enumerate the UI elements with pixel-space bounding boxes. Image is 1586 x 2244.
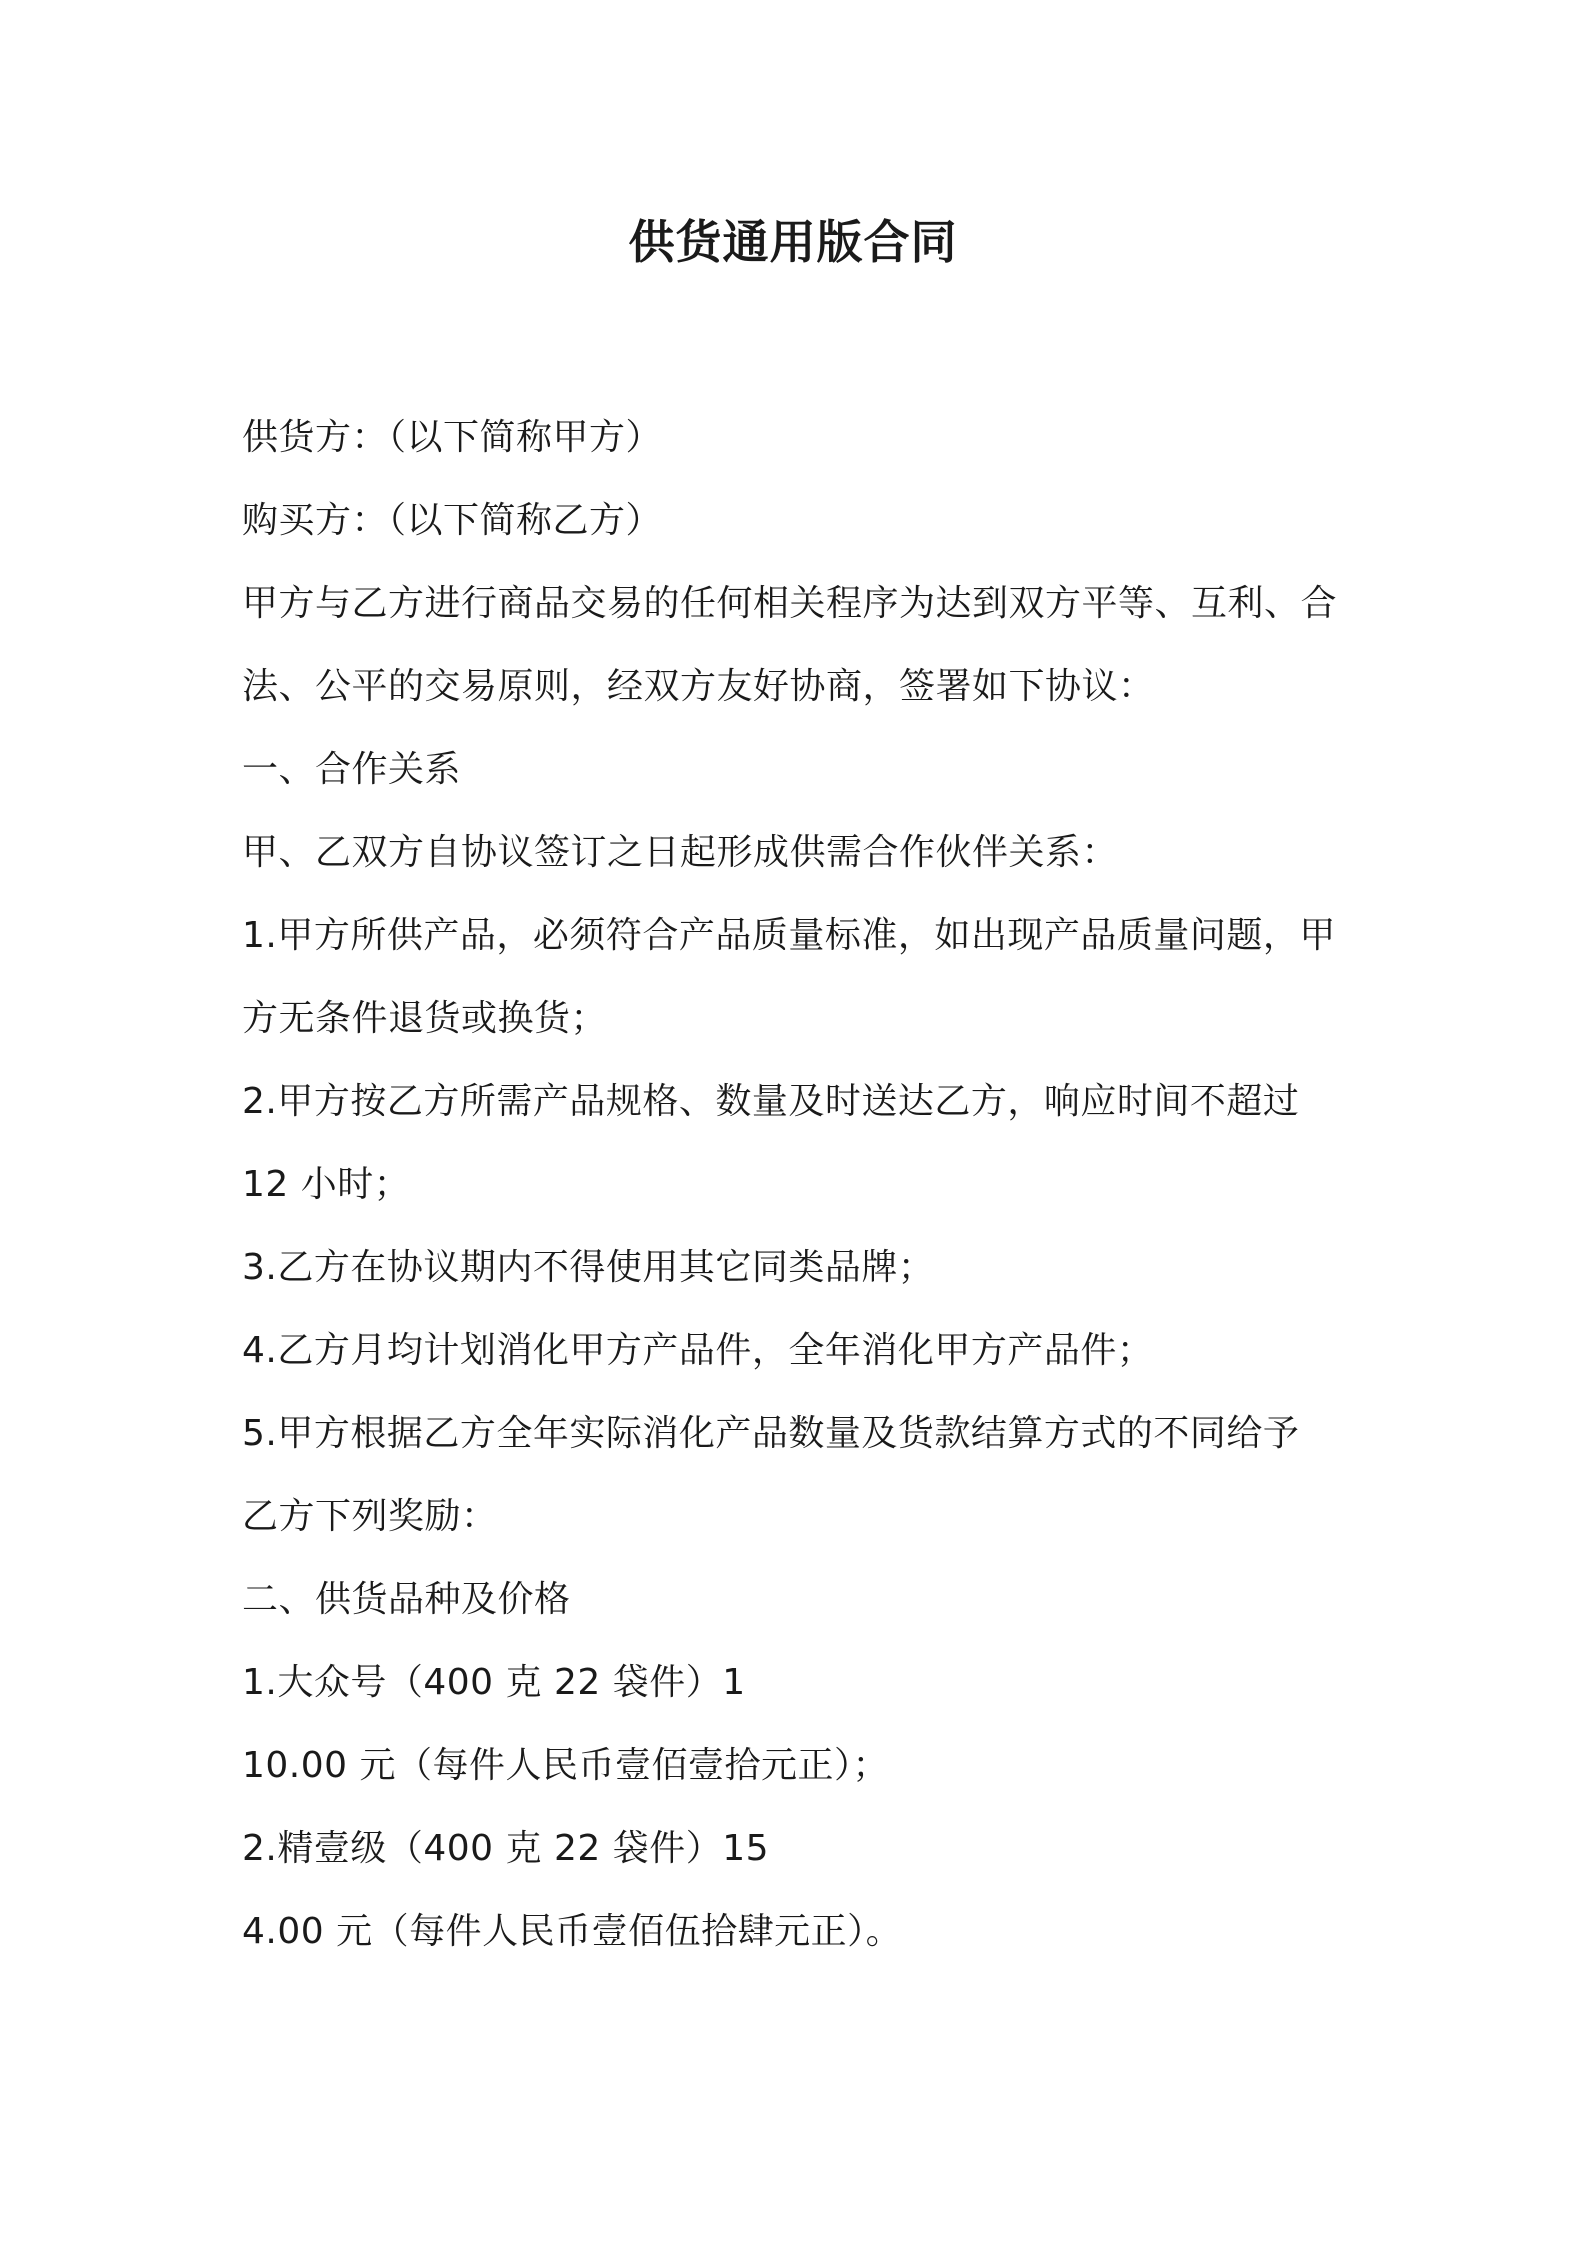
supplier-line: 供货方：（以下简称甲方） xyxy=(242,417,663,458)
clause-2-line-2: 12 小时； xyxy=(242,1164,411,1205)
clause-5-line-2: 乙方下列奖励： xyxy=(242,1496,498,1537)
document-title: 供货通用版合同 xyxy=(628,215,958,269)
document-body xyxy=(242,408,1362,1985)
product-1-line-2: 10.00 元（每件人民币壹佰壹拾元正）； xyxy=(242,1745,890,1786)
clause-4-line: 4.乙方月均计划消化甲方产品件，全年消化甲方产品件； xyxy=(242,1330,1154,1371)
section-heading-cooperation: 一、合作关系 xyxy=(242,749,462,790)
product-2-line-2: 4.00 元（每件人民币壹佰伍拾肆元正）。 xyxy=(242,1911,903,1952)
product-1-line-1: 1.大众号（400 克 22 袋件）1 xyxy=(242,1662,746,1703)
preamble-line-2: 法、公平的交易原则，经双方友好协商，签署如下协议： xyxy=(242,666,1155,707)
product-2-line-1: 2.精壹级（400 克 22 袋件）15 xyxy=(242,1828,770,1869)
clause-1-line-2: 方无条件退货或换货； xyxy=(242,998,608,1039)
paragraph-line: 甲、乙双方自协议签订之日起形成供需合作伙伴关系： xyxy=(242,832,1119,873)
buyer-line: 购买方：（以下简称乙方） xyxy=(242,500,663,541)
clause-2-line-1: 2.甲方按乙方所需产品规格、数量及时送达乙方，响应时间不超过 xyxy=(242,1081,1300,1122)
preamble-line-1: 甲方与乙方进行商品交易的任何相关程序为达到双方平等、互利、合 xyxy=(242,583,1338,624)
clause-3-line: 3.乙方在协议期内不得使用其它同类品牌； xyxy=(242,1247,935,1288)
section-heading-products: 二、供货品种及价格 xyxy=(242,1579,571,1620)
clause-5-line-1: 5.甲方根据乙方全年实际消化产品数量及货款结算方式的不同给予 xyxy=(242,1413,1300,1454)
clause-1-line-1: 1.甲方所供产品，必须符合产品质量标准，如出现产品质量问题，甲 xyxy=(242,915,1336,956)
